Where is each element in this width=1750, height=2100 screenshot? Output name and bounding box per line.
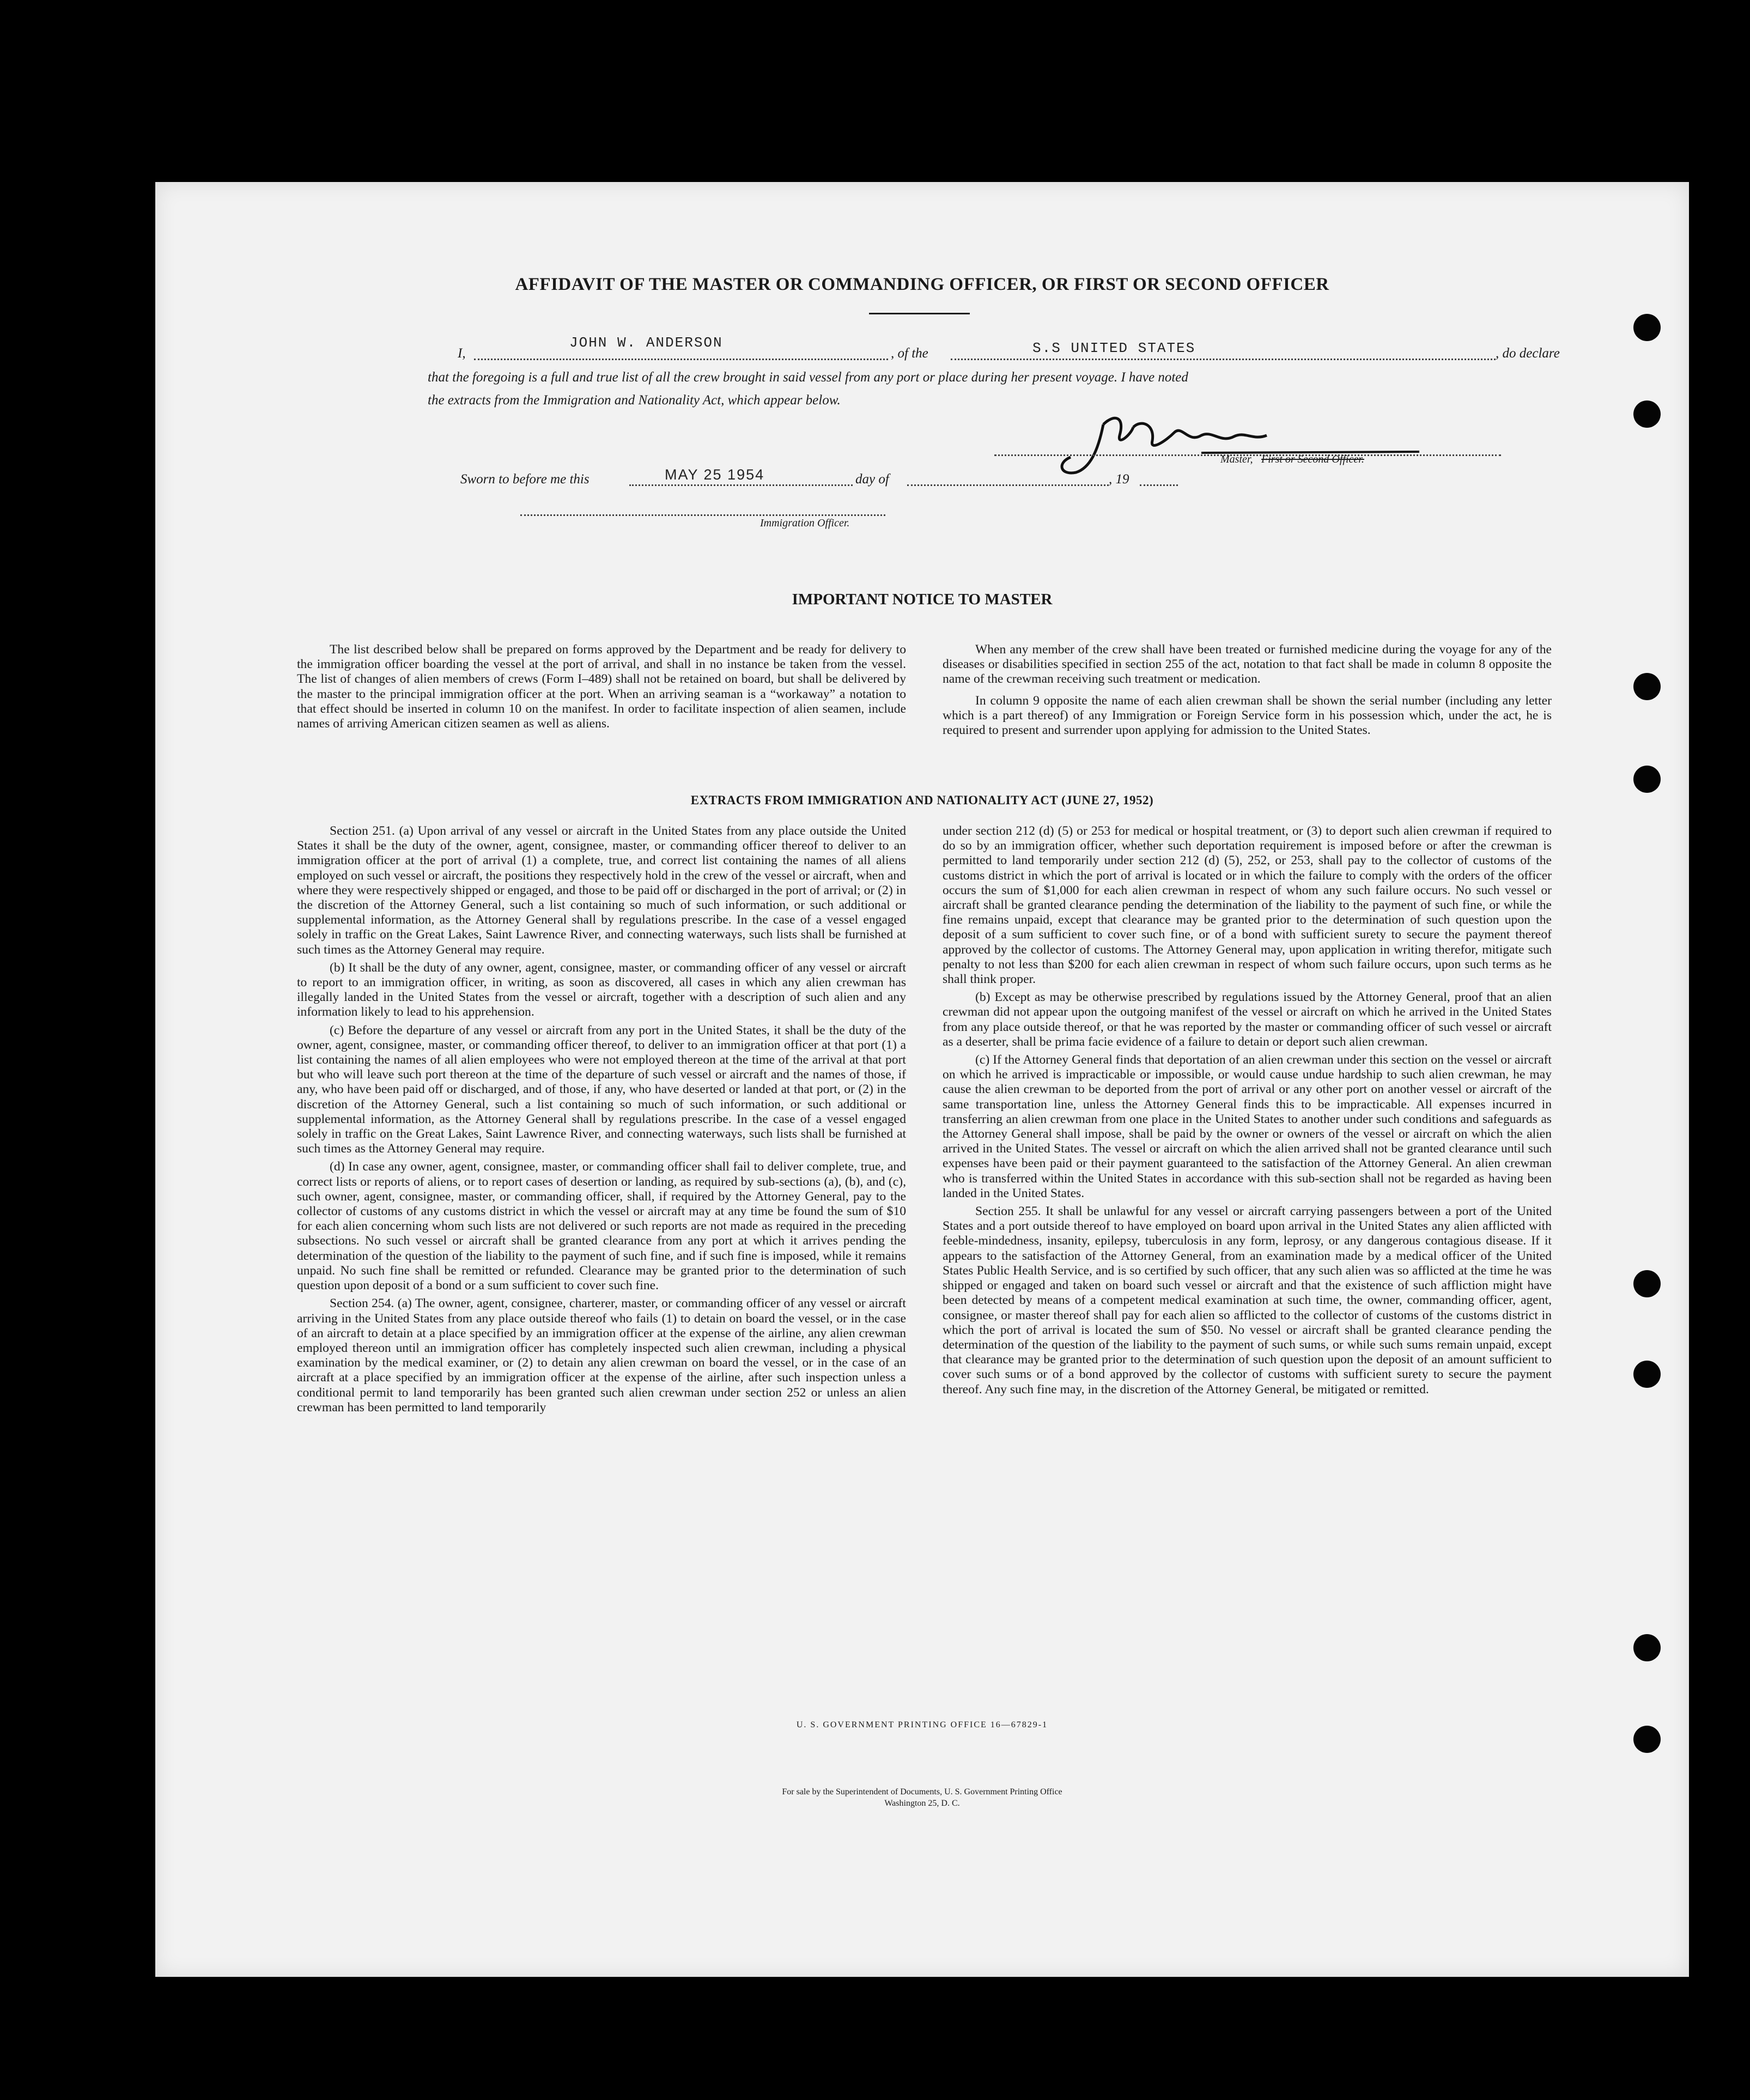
year-line [1140,484,1178,486]
printer-mark: U. S. GOVERNMENT PRINTING OFFICE 16—67829-1 [796,1720,1048,1729]
extract-paragraph: Section 255. It shall be unlawful for any vessel or aircraft carrying passengers between a port of the United States and a port outside thereof to have employed on board upon arrival in the United States any alien afflicted with feeble-mindedness, insanity, epilepsy, tuberculosis in any form, leprosy, or any dangerous contagious disease. If it appears to the satisfaction of the Attorney General, from an examination made by a medical officer of the United States Public Health Service, and is so certified by such officer, that any such alien was so afflicted at the time he was shipped or engaged and taken on board such vessel or aircraft and that the existence of such affliction might have been detected by means of a competent medical examination at such time, the owner, commanding officer, agent, consignee, or master thereof shall pay for each alien so afflicted to the collector of customs of the customs district in which the port of arrival is located the sum of $50. No vessel or aircraft shall be granted clearance pending the determination of the question of the liability to the payment of such sums, or while such sums remain unpaid, except that clearance may be granted prior to the determination of such question upon the deposit of an amount sufficient to cover such sums or of a bond approved by the collector of customs with sufficient surety to secure the payment thereof. Any such fine may, in the discretion of the Attorney General, be mitigated or remitted. [943,1204,1552,1397]
officer-line [520,514,885,516]
notice-right-column [943,642,1552,738]
i-label: I, [458,346,466,361]
vessel-line [951,359,1496,360]
year-label: , 19 [1109,472,1129,487]
notice-title: IMPORTANT NOTICE TO MASTER [792,591,1053,608]
punch-hole [1633,400,1661,428]
notice-right-paragraph-2: In column 9 opposite the name of each alien crewman shall be shown the serial number (including any letter which is a part thereof) of any Immigration or Foreign Service form in his possession which, under the act, he is required to present and surrender upon applying for admission to the United States. [943,693,1552,738]
officer-label: Immigration Officer. [760,517,850,529]
sale-line-1: For sale by the Superintendent of Documents, U. S. Government Printing Office [782,1787,1062,1796]
sale-line-2: Washington 25, D. C. [884,1799,960,1808]
punch-hole [1633,766,1661,793]
punch-hole [1633,673,1661,700]
extract-paragraph: (b) It shall be the duty of any owner, agent, consignee, master, or commanding officer of any vessel or aircraft to report to an immigration officer, in writing, as soon as discovered, all cases in which any alien crewman has illegally landed in the United States from the vessel or aircraft, together with a description of such alien and any information likely to lead to his apprehension. [297,960,906,1019]
vessel-name: S.S UNITED STATES [1032,340,1196,356]
declaration-line-2: the extracts from the Immigration and Nationality Act, which appear below. [428,393,841,408]
do-declare-label: , do declare [1496,346,1560,361]
sworn-date: MAY 25 1954 [665,466,765,483]
day-of-label: day of [855,472,889,487]
day-of-line [907,484,1109,486]
extract-paragraph: (b) Except as may be otherwise prescribed by regulations issued by the Attorney General, proof that an alien crewman did not appear upon the outgoing manifest of the vessel or aircraft on which he arrived in the United States from any place outside thereof, or that he was reported by the master or commanding officer of such vessel or aircraft as a deserter, shall be prima facie evidence of a failure to detain or deport such alien crewman. [943,990,1552,1049]
extracts-right-column [943,824,1552,1400]
master-signature [1038,403,1430,479]
extract-paragraph: Section 251. (a) Upon arrival of any vessel or aircraft in the United States from any place outside the United States it shall be the duty of the owner, agent, consignee, master, or commanding officer thereof to deliver to an immigration officer at the port of arrival (1) a complete, true, and correct list containing the names of all aliens employed on such vessel or aircraft, the positions they respectively hold in the crew of the vessel or aircraft, when and where they were respectively shipped or engaged, and those to be paid off or discharged in the port of arrival; or (2) in the discretion of the Attorney General, such a list containing so much of such information, or such additional or supplemental information, as the Attorney General shall by regulations prescribe. In the case of a vessel engaged solely in traffic on the Great Lakes, Saint Lawrence River, and connecting waterways, such lists shall be furnished at such times as the Attorney General may require. [297,824,906,957]
extract-paragraph: (d) In case any owner, agent, consignee, master, or commanding officer shall fail to deliver complete, true, and correct lists or reports of aliens, or to report cases of desertion or landing, as required by sub-sections (a), (b), and (c), such owner, agent, consignee, master, or commanding officer, shall, if required by the Attorney General, pay to the collector of customs of any customs district in which the vessel or aircraft may at any time be found the sum of $10 for each alien concerning whom such lists are not delivered or such reports are not made as required in the preceding subsections. No such vessel or aircraft shall be granted clearance from any port at which it arrives pending the determination of the question of the liability to the payment of such fine, and if such fine is imposed, while it remains unpaid. No such fine shall be remitted or refunded. Clearance may be granted prior to the determination of such question upon deposit of a bond or a sum sufficient to cover such fine. [297,1160,906,1293]
notice-left-paragraph: The list described below shall be prepared on forms approved by the Department and be ready for delivery to the immigration officer boarding the vessel at the port of arrival, and shall in no instance be taken from the vessel. The list of changes of alien members of crews (Form I–489) shall not be retained on board, but shall be delivered by the master to the principal immigration officer at the port. When an arriving seaman is a “workaway” a notation to that effect should be inserted in column 10 on the manifest. In order to facilitate inspection of alien seamen, include names of arriving American citizen seamen as well as aliens. [297,642,906,731]
signature-role-struck: First or Second Officer. [1261,453,1364,465]
notice-right-paragraph-1: When any member of the crew shall have been treated or furnished medicine during the voyage for any of the diseases or disabilities specified in section 255 of the act, notation to that fact shall be made in column 8 opposite the name of the crewman receiving such treatment or medication. [943,642,1552,687]
affidavit-title: AFFIDAVIT OF THE MASTER OR COMMANDING OFFICER, OR FIRST OR SECOND OFFICER [515,275,1329,294]
extract-paragraph: Section 254. (a) The owner, agent, consignee, charterer, master, or commanding officer of any vessel or aircraft arriving in the United States from any place outside thereof who fails (1) to detain on board the vessel, or in the case of an aircraft to detain at a place specified by an immigration officer at the expense of the airline, any alien crewman employed thereon until an immigration officer has completely inspected such alien crewman, including a physical examination by the medical examiner, or (2) to detain any alien crewman on board the vessel, or in the case of an aircraft at a place specified by an immigration officer at the expense of the airline, after such inspection unless a conditional permit to land temporarily has been granted such alien crewman under section 252 or unless an alien crewman has been permitted to land temporarily [297,1296,906,1415]
declarant-name: JOHN W. ANDERSON [569,335,723,351]
extract-paragraph: (c) If the Attorney General finds that deportation of an alien crewman under this section on the vessel or aircraft on which he arrived is impracticable or impossible, or would cause undue hardship to such alien crewman, he may cause the alien crewman to be deported from the port of arrival or any other port on another vessel or aircraft of the same transportation line, unless the Attorney General finds this to be impracticable. All expenses incurred in transferring an alien crewman from one place in the United States to another under such conditions and safeguards as the Attorney General shall impose, shall be paid by the owner or owners of the vessel or aircraft on which the alien arrived in the United States. The vessel or aircraft on which the alien arrived shall not be granted clearance until such expenses have been paid or their payment guaranteed to the satisfaction of the Attorney General. An alien crewman who is transferred within the United States in accordance with this sub-section shall not be regarded as having been landed in the United States. [943,1053,1552,1200]
notice-left-column [297,642,906,731]
declaration-line-1: that the foregoing is a full and true list of all the crew brought in said vessel from any port or place during her present voyage. I have noted [428,370,1188,385]
declarant-line [474,359,888,360]
punch-hole [1633,1270,1661,1297]
punch-hole [1633,1634,1661,1661]
signature-role-master: Master, [1220,453,1253,465]
of-the-label: , of the [891,346,928,361]
extracts-left-column [297,824,906,1418]
extracts-title: EXTRACTS FROM IMMIGRATION AND NATIONALITY ACT (JUNE 27, 1952) [690,793,1154,807]
punch-hole [1633,314,1661,341]
title-rule [869,313,970,314]
punch-hole [1633,1361,1661,1388]
extract-paragraph: under section 212 (d) (5) or 253 for medical or hospital treatment, or (3) to deport such alien crewman if required to do so by an immigration officer, whether such deportation requirement is imposed before or after the crewman is permitted to land temporarily under section 212 (d) (5), 252, or 253, shall pay to the collector of customs of the customs district in which the port of arrival is located or in which the failure to comply with the orders of the officer occurs the sum of $1,000 for each alien crewman in respect of whom any such failure occurs. No such vessel or aircraft shall be granted clearance pending the determination of the liability to the payment of such fine, or while the fine remains unpaid, except that clearance may be granted prior to the determination of such question upon the deposit of a sum sufficient to cover such fine, or of a bond with sufficient surety to secure the payment thereof approved by the collector of customs. The Attorney General may, upon application in writing therefor, mitigate such penalty to not less than $200 for each alien crewman in respect of whom such failure occurs, upon such terms as he shall think proper. [943,824,1552,987]
sworn-date-line [629,484,853,486]
sworn-label: Sworn to before me this [460,472,590,487]
form-page [155,182,1689,1977]
extract-paragraph: (c) Before the departure of any vessel or aircraft from any port in the United States, it shall be the duty of the owner, agent, consignee, master, or commanding officer thereof, to deliver to an immigration officer at that port (1) a list containing the names of all alien employees who were not employed thereon at the time of the arrival at that port but who will leave such port thereon at the time of the departure of such vessel or aircraft and the names of those, if any, who have been paid off or discharged, and of those, if any, who have deserted or landed at that port, or (2) in the discretion of the Attorney General, such a list containing so much of such information, or such additional or supplemental information, as the Attorney General shall by regulations prescribe. In the case of a vessel engaged solely in traffic on the Great Lakes, Saint Lawrence River, and connecting waterways, such lists shall be furnished at such times as the Attorney General may require. [297,1023,906,1156]
